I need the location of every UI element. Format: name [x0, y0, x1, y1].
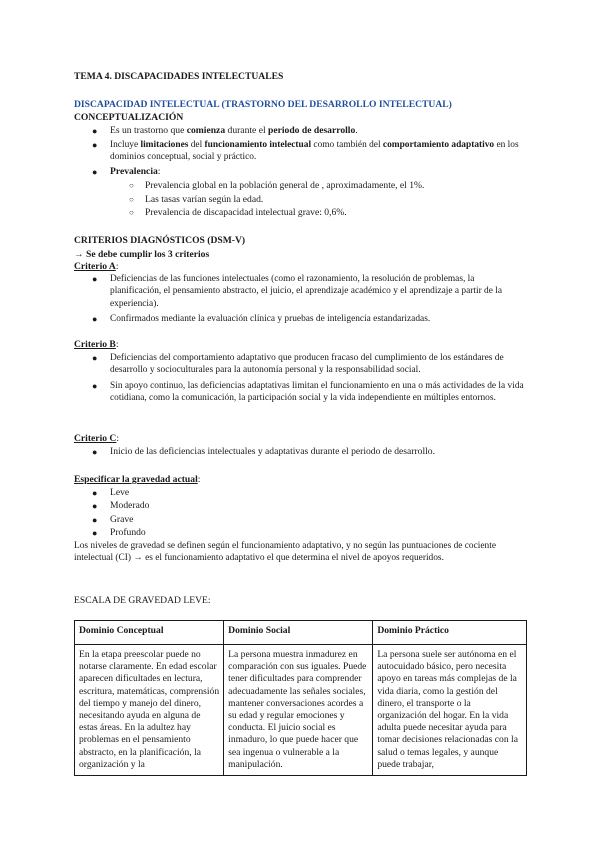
bullet-icon: ●	[92, 167, 98, 177]
circle-bullet-icon: ○	[129, 195, 134, 204]
severity-level: Leve	[110, 487, 130, 498]
severity-table	[74, 620, 527, 776]
bullet-icon: ●	[92, 501, 98, 511]
criteria-note: → Se debe cumplir los 3 criterios	[74, 249, 210, 260]
bullet-icon: ●	[92, 353, 98, 363]
prevalence-item: Prevalencia global en la población general de , aproximadamente, el 1%.	[145, 180, 425, 191]
table-header: Dominio Práctico	[373, 621, 527, 645]
table-cell: En la etapa preescolar puede no notarse claramente. En edad escolar aparecen dificultades en lectura, escritura, matemáticas, comprensión del tiempo y manejo del dinero, necesitando ayuda en alguna de estas áreas. En la adultez hay problemas en el pensamiento abstracto, en la planificación, la organización y la	[75, 645, 224, 776]
bullet-icon: ●	[92, 488, 98, 498]
prevalence-item: Prevalencia de discapacidad intelectual grave: 0,6%.	[145, 207, 347, 218]
criterion-b-item: Deficiencias del comportamiento adaptativo que producen fracaso del cumplimiento de los estándares de desarrollo y socioculturales para la autonomía personal y la responsabilidad social.	[110, 353, 504, 376]
bullet-icon: ●	[92, 447, 98, 457]
criterion-a-label: Criterio A:	[74, 261, 119, 272]
concept-bullet-2: Incluye limitaciones del funcionamiento intelectual como también del comportamiento adaptativo en los dominios conceptual, social y práctico.	[110, 140, 519, 163]
bullet-icon: ●	[92, 140, 98, 150]
bullet-icon: ●	[92, 515, 98, 525]
table-cell: La persona suele ser autónoma en el autocuidado básico, pero necesita apoyo en tareas más complejas de la vida diaria, como la gestión del dinero, el transporte o la organización del hogar. En la vida adulta puede necesitar ayuda para tomar decisiones relacionadas con la salud o temas legales, y aunque puede trabajar,	[373, 645, 527, 776]
scale-title: ESCALA DE GRAVEDAD LEVE:	[74, 595, 211, 606]
bullet-icon: ●	[92, 314, 98, 324]
concept-heading: CONCEPTUALIZACIÓN	[74, 112, 184, 123]
criterion-b-item: Sin apoyo continuo, las deficiencias adaptativas limitan el funcionamiento en una o más actividades de la vida cotidiana, como la comunicación, la participación social y la vida independiente en múltiples entornos.	[110, 381, 524, 404]
criterion-c-label: Criterio C:	[74, 433, 120, 444]
concept-bullet-1: Es un trastorno que comienza durante el periodo de desarrollo.	[110, 125, 358, 136]
criterion-a-item: Confirmados mediante la evaluación clínica y pruebas de inteligencia estandarizadas.	[110, 314, 431, 324]
prevalence-item: Las tasas varían según la edad.	[145, 194, 264, 205]
bullet-icon: ●	[92, 528, 98, 538]
document-title: TEMA 4. DISCAPACIDADES INTELECTUALES	[74, 71, 284, 82]
severity-level: Moderado	[110, 500, 150, 511]
criteria-heading: CRITERIOS DIAGNÓSTICOS (DSM-V)	[74, 235, 246, 246]
table-cell: La persona muestra inmadurez en comparación con sus iguales. Puede tener dificultades para comprender adecuadamente las señales sociales, mantener conversaciones acordes a su edad y regular emociones y conducta. El juicio social es inmaduro, lo que puede hacer que sea ingenua o vulnerable a la manipulación.	[224, 645, 373, 776]
table-header: Dominio Social	[224, 621, 373, 645]
criterion-c-item: Inicio de las deficiencias intelectuales y adaptativas durante el periodo de desarrollo.	[110, 446, 435, 457]
concept-bullet-3: Prevalencia:	[110, 166, 161, 177]
bullet-icon: ●	[92, 274, 98, 284]
section-heading: DISCAPACIDAD INTELECTUAL (TRASTORNO DEL DESARROLLO INTELECTUAL)	[74, 99, 452, 110]
bullet-icon: ●	[92, 126, 98, 136]
severity-level: Profundo	[110, 527, 146, 538]
table-header-row	[75, 621, 527, 645]
severity-note: Los niveles de gravedad se definen según el funcionamiento adaptativo, y no según las puntuaciones de cociente intelectual (CI) → es el funcionamiento adaptativo el que determina el nivel de apoyos requeridos.	[74, 541, 496, 564]
table-header: Dominio Conceptual	[75, 621, 224, 645]
criterion-b-label: Criterio B:	[74, 339, 119, 350]
criterion-a-item: Deficiencias de las funciones intelectuales (como el razonamiento, la resolución de problemas, la planificación, el pensamiento abstracto, el juicio, el aprendizaje académico y el aprendizaje a partir de la experiencia).	[110, 274, 502, 309]
circle-bullet-icon: ○	[129, 181, 134, 190]
severity-label: Especificar la gravedad actual:	[74, 474, 201, 485]
severity-level: Grave	[110, 514, 134, 525]
bullet-icon: ●	[92, 381, 98, 391]
circle-bullet-icon: ○	[129, 208, 134, 217]
table-row	[75, 645, 527, 776]
